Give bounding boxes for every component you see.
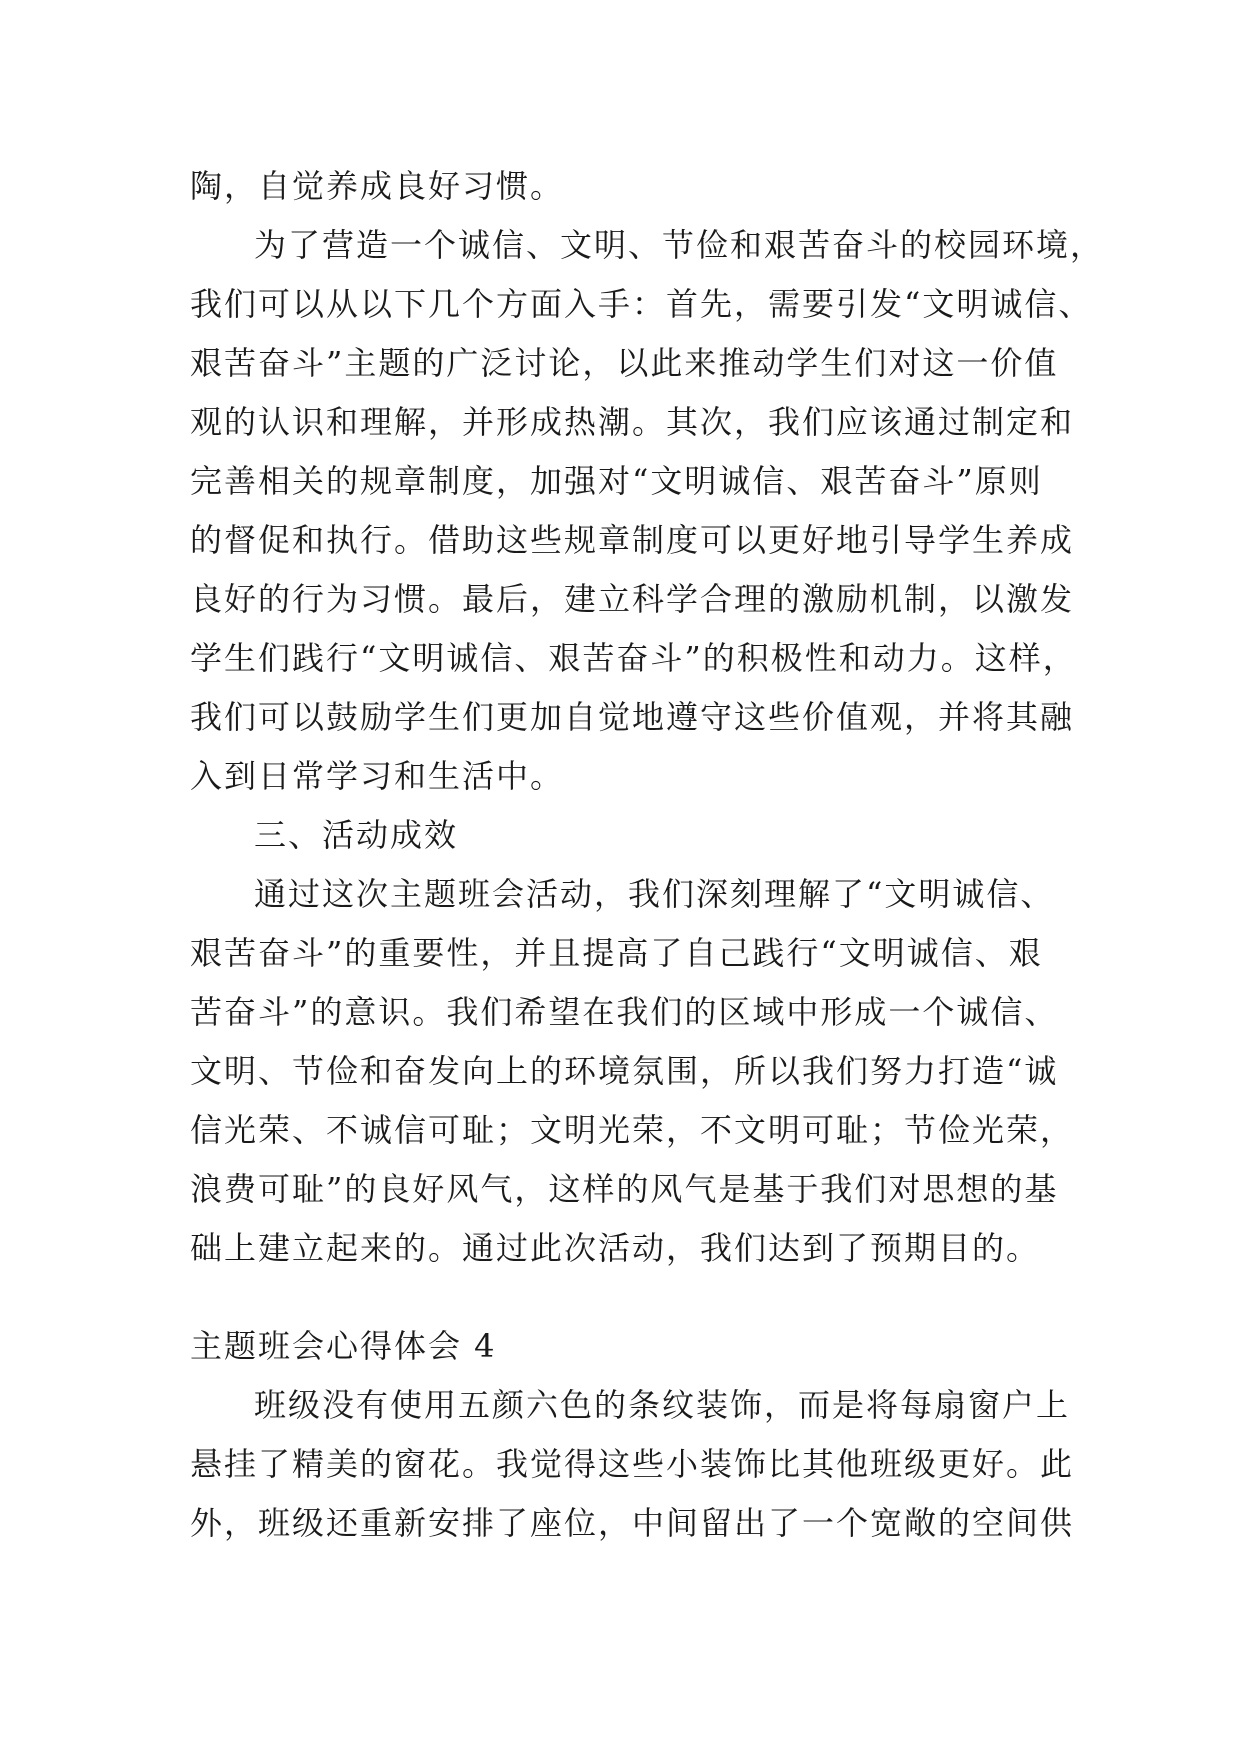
paragraph-line-10: 入到日常学习和生活中。: [190, 757, 565, 795]
section-title-4: 主题班会心得体会 4: [190, 1327, 497, 1365]
paragraph-line-7: 良好的行为习惯。最后，建立科学合理的激励机制，以激发: [190, 580, 1075, 618]
results-line-7: 础上建立起来的。通过此次活动，我们达到了预期目的。: [190, 1229, 1041, 1267]
paragraph-line-6: 的督促和执行。借助这些规章制度可以更好地引导学生养成: [190, 521, 1075, 559]
continuation-line-1: 陶，自觉养成良好习惯。: [190, 167, 565, 205]
paragraph-line-8: 学生们践行“文明诚信、艰苦奋斗”的积极性和动力。这样，: [190, 639, 1077, 677]
results-line-6: 浪费可耻”的良好风气，这样的风气是基于我们对思想的基: [190, 1170, 1059, 1208]
section4-line-1: 班级没有使用五颜六色的条纹装饰，而是将每扇窗户上: [254, 1386, 1071, 1424]
paragraph-line-9: 我们可以鼓励学生们更加自觉地遵守这些价值观，并将其融: [190, 698, 1075, 736]
results-line-2: 艰苦奋斗”的重要性，并且提高了自己践行“文明诚信、艰: [190, 934, 1043, 972]
section4-line-2: 悬挂了精美的窗花。我觉得这些小装饰比其他班级更好。此: [190, 1445, 1075, 1483]
paragraph-line-2: 我们可以从以下几个方面入手：首先，需要引发“文明诚信、: [190, 285, 1093, 323]
paragraph-line-5: 完善相关的规章制度，加强对“文明诚信、艰苦奋斗”原则: [190, 462, 1043, 500]
results-line-4: 文明、节俭和奋发向上的环境氛围，所以我们努力打造“诚: [190, 1052, 1059, 1090]
results-line-1: 通过这次主题班会活动，我们深刻理解了“文明诚信、: [254, 875, 1055, 913]
paragraph-line-3: 艰苦奋斗”主题的广泛讨论，以此来推动学生们对这一价值: [190, 344, 1059, 382]
paragraph-line-1: 为了营造一个诚信、文明、节俭和艰苦奋斗的校园环境，: [254, 226, 1105, 264]
paragraph-line-4: 观的认识和理解，并形成热潮。其次，我们应该通过制定和: [190, 403, 1075, 441]
results-line-5: 信光荣、不诚信可耻；文明光荣，不文明可耻；节俭光荣，: [190, 1111, 1075, 1149]
results-line-3: 苦奋斗”的意识。我们希望在我们的区域中形成一个诚信、: [190, 993, 1059, 1031]
section4-line-3: 外，班级还重新安排了座位，中间留出了一个宽敞的空间供: [190, 1504, 1075, 1542]
section-heading-results: 三、活动成效: [254, 816, 459, 854]
